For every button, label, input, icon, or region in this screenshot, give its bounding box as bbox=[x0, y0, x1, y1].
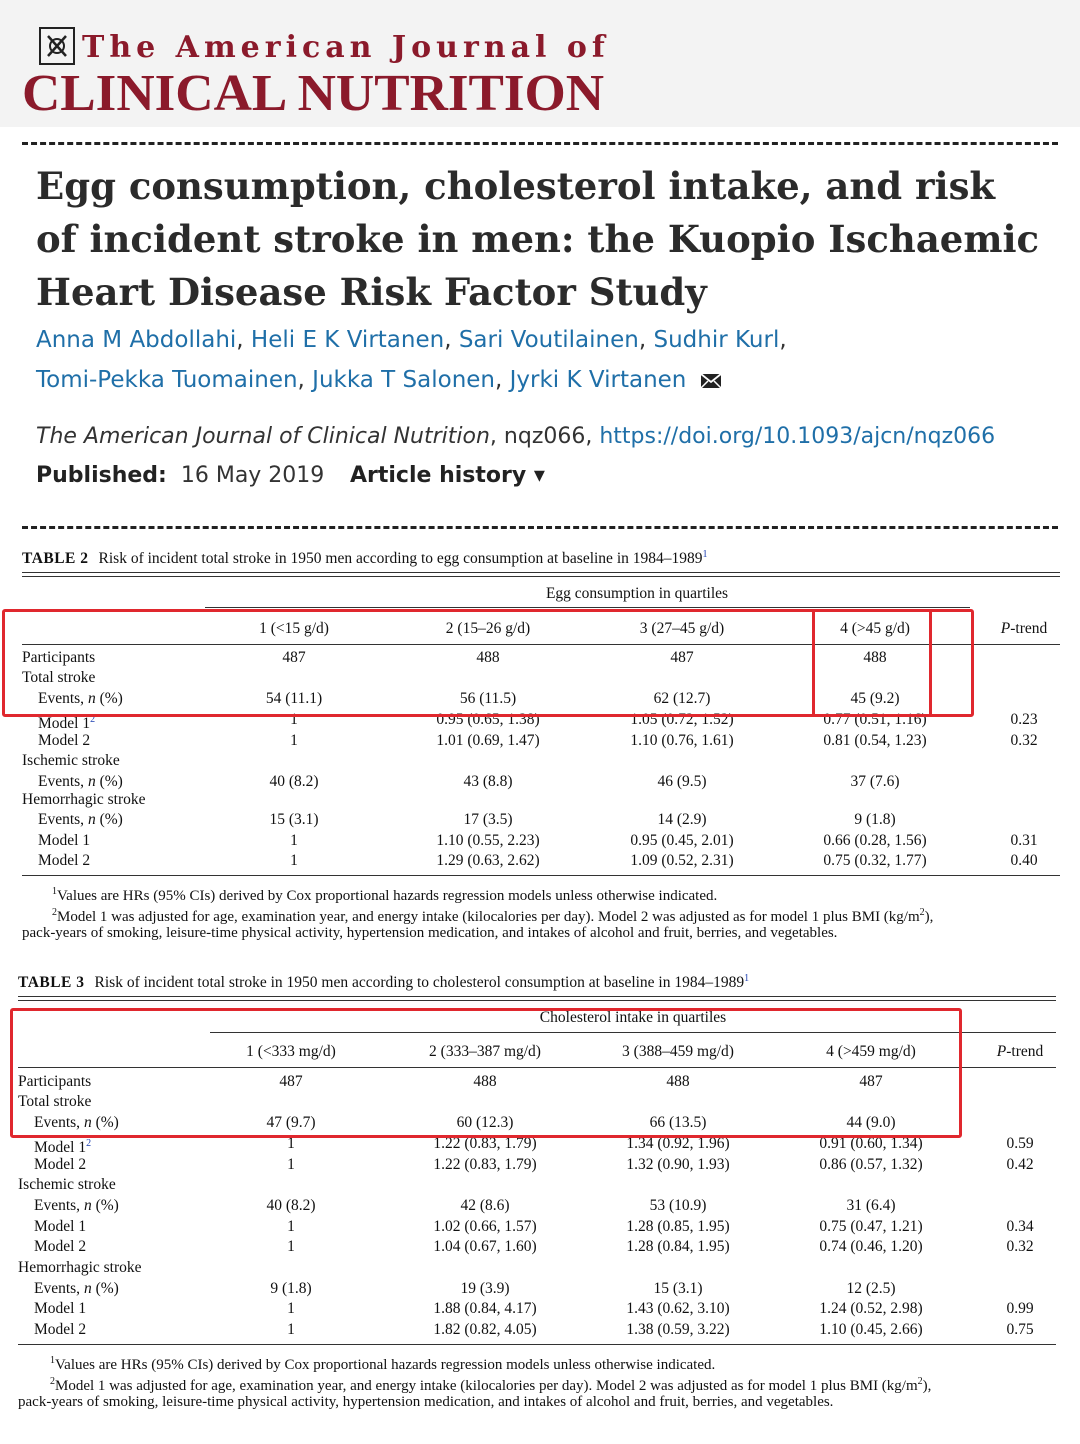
highlight-box bbox=[10, 1008, 962, 1138]
table-cell: 1 bbox=[290, 711, 298, 728]
table3-group-header: Cholesterol intake in quartiles bbox=[539, 1009, 727, 1026]
table-cell: 42 (8.6) bbox=[460, 1197, 510, 1214]
table-cell: 15 (3.1) bbox=[653, 1280, 703, 1297]
table-cell: 0.75 (0.32, 1.77) bbox=[823, 852, 927, 869]
row-label: Events, n (%) bbox=[34, 1114, 119, 1131]
table-cell: 0.81 (0.54, 1.23) bbox=[823, 732, 927, 749]
table-cell: 1.28 (0.84, 1.95) bbox=[626, 1238, 730, 1255]
column-header: 4 (>459 mg/d) bbox=[826, 1043, 916, 1060]
table-cell: 14 (2.9) bbox=[657, 811, 707, 828]
doi-link[interactable]: https://doi.org/10.1093/ajcn/nqz066 bbox=[599, 424, 996, 449]
table-cell: 1 bbox=[290, 732, 298, 749]
row-label: Events, n (%) bbox=[38, 811, 123, 828]
footnote-marker: 2 bbox=[86, 1138, 92, 1149]
table-cell: 46 (9.5) bbox=[657, 773, 707, 790]
table2-footnote1: $^1$Values are HRs (95% CIs) derived by Cox proportional hazards regression models unless otherwise indicated. bbox=[52, 886, 718, 904]
table3-caption: TABLE 3 Risk of incident total stroke in 1950 men according to cholesterol consumption at baseline in 1984–1989$^1$ bbox=[18, 973, 750, 992]
table-cell: 40 (8.2) bbox=[269, 773, 319, 790]
table-cell: 0.66 (0.28, 1.56) bbox=[823, 832, 927, 849]
p-trend-cell: 0.32 bbox=[1010, 732, 1038, 749]
column-header: 2 (333–387 mg/d) bbox=[429, 1043, 541, 1060]
table3-footnote2-cont: pack-years of smoking, leisure-time physical activity, hypertension medication, and intakes of alcohol and fruit, berries, and vegetables. bbox=[18, 1394, 834, 1410]
row-label: Participants bbox=[18, 1073, 92, 1090]
table-cell: 487 bbox=[859, 1073, 883, 1090]
table-cell: 1.22 (0.83, 1.79) bbox=[433, 1135, 537, 1152]
table-cell: 488 bbox=[476, 649, 500, 666]
row-label: Model 1 bbox=[38, 832, 91, 849]
table-cell: 1.05 (0.72, 1.52) bbox=[630, 711, 734, 728]
row-label: Model $1^2$ bbox=[38, 714, 96, 733]
row-label: Model 2 bbox=[34, 1238, 87, 1255]
row-label: Model 1 bbox=[34, 1300, 87, 1317]
row-label: Participants bbox=[22, 649, 96, 666]
table-cell: 1.10 (0.45, 2.66) bbox=[819, 1321, 923, 1338]
row-label: Events, n (%) bbox=[34, 1280, 119, 1297]
column-header: 4 (>45 g/d) bbox=[840, 620, 910, 637]
table-cell: 0.95 (0.45, 2.01) bbox=[630, 832, 734, 849]
table-cell: 1 bbox=[287, 1218, 295, 1235]
divider bbox=[22, 526, 1058, 529]
table2-caption: TABLE 2 Risk of incident total stroke in 1950 men according to egg consumption at baseline in 1984–1989$^1$ bbox=[22, 549, 708, 568]
table-cell: 1.28 (0.85, 1.95) bbox=[626, 1218, 730, 1235]
table-cell: 487 bbox=[279, 1073, 303, 1090]
table2-group-header: Egg consumption in quartiles bbox=[545, 585, 729, 602]
table-cell: 37 (7.6) bbox=[850, 773, 900, 790]
table-cell: 487 bbox=[670, 649, 694, 666]
table-cell: 15 (3.1) bbox=[269, 811, 319, 828]
table-cell: 12 (2.5) bbox=[846, 1280, 896, 1297]
row-label: Hemorrhagic stroke bbox=[18, 1259, 142, 1276]
journal-seal-icon bbox=[38, 26, 76, 66]
row-label: Model 2 bbox=[38, 852, 91, 869]
published-info bbox=[36, 463, 324, 488]
table-cell: 1.38 (0.59, 3.22) bbox=[626, 1321, 730, 1338]
table-cell: 0.86 (0.57, 1.32) bbox=[819, 1156, 923, 1173]
divider bbox=[22, 142, 1058, 145]
author-link[interactable]: Jyrki K Virtanen bbox=[509, 367, 687, 393]
table-cell: 1.01 (0.69, 1.47) bbox=[436, 732, 540, 749]
table-cell: 1.10 (0.55, 2.23) bbox=[436, 832, 540, 849]
column-header: 1 (<333 mg/d) bbox=[246, 1043, 336, 1060]
highlight-box bbox=[812, 609, 932, 717]
table-cell: 488 bbox=[863, 649, 887, 666]
article-title: Egg consumption, cholesterol intake, and risk of incident stroke in men: the Kuopio Ischaemic Heart Disease Risk Factor Study bbox=[36, 164, 1040, 314]
table-cell: 44 (9.0) bbox=[846, 1114, 896, 1131]
table-rule bbox=[22, 875, 1060, 876]
author-link[interactable]: Anna M Abdollahi bbox=[36, 327, 237, 353]
table2-footnote2: $^2$Model 1 was adjusted for age, examination year, and energy intake (kilocalories per day). Model 2 was adjusted as for model 1 plus BMI $(kg/m^2)$, bbox=[52, 907, 934, 925]
table-cell: 487 bbox=[282, 649, 306, 666]
row-label: Events, n (%) bbox=[34, 1197, 119, 1214]
p-trend-cell: 0.59 bbox=[1006, 1135, 1034, 1152]
table-cell: 488 bbox=[473, 1073, 497, 1090]
table-rule bbox=[18, 1344, 1056, 1345]
table-cell: 1.32 (0.90, 1.93) bbox=[626, 1156, 730, 1173]
row-label: Model 2 bbox=[34, 1321, 87, 1338]
column-header: 2 (15–26 g/d) bbox=[445, 620, 531, 637]
footnote-marker: 2 bbox=[90, 714, 96, 725]
author-link[interactable]: Jukka T Salonen bbox=[312, 367, 495, 393]
table-cell: 54 (11.1) bbox=[265, 690, 323, 707]
p-trend-cell: 0.75 bbox=[1006, 1321, 1034, 1338]
table-cell: 1.34 (0.92, 1.96) bbox=[626, 1135, 730, 1152]
published-date: 16 May 2019 bbox=[180, 463, 325, 488]
author-link[interactable]: Heli E K Virtanen bbox=[250, 327, 445, 353]
author-link[interactable]: Tomi-Pekka Tuomainen bbox=[36, 367, 298, 393]
column-header-p-trend: P-trend bbox=[1000, 620, 1048, 637]
table-rule bbox=[22, 572, 1060, 573]
row-label: Total stroke bbox=[18, 1093, 92, 1110]
table-cell: 1 bbox=[290, 852, 298, 869]
table-cell: 1.02 (0.66, 1.57) bbox=[433, 1218, 537, 1235]
table-rule bbox=[22, 576, 1060, 577]
table-cell: 488 bbox=[666, 1073, 690, 1090]
table-cell: 1.43 (0.62, 3.10) bbox=[626, 1300, 730, 1317]
table-rule bbox=[18, 1000, 1056, 1001]
row-label: Model 2 bbox=[34, 1156, 87, 1173]
table-cell: 1 bbox=[287, 1238, 295, 1255]
table-cell: 56 (11.5) bbox=[459, 690, 517, 707]
table-cell: 0.91 (0.60, 1.34) bbox=[819, 1135, 923, 1152]
authors-line2: Tomi-Pekka Tuomainen, Jukka T Salonen, Jyrki K Virtanen bbox=[36, 367, 1036, 393]
row-label: Ischemic stroke bbox=[22, 752, 120, 769]
table-cell: 66 (13.5) bbox=[649, 1114, 707, 1131]
table-cell: 1.04 (0.67, 1.60) bbox=[433, 1238, 537, 1255]
table-cell: 17 (3.5) bbox=[463, 811, 513, 828]
row-label: Hemorrhagic stroke bbox=[22, 791, 146, 808]
table3-label: TABLE 3 bbox=[18, 974, 85, 992]
table-cell: 1 bbox=[287, 1321, 295, 1338]
table-cell: 43 (8.8) bbox=[463, 773, 513, 790]
citation-journal: The American Journal of Clinical Nutrition bbox=[36, 424, 490, 449]
table-cell: 0.75 (0.47, 1.21) bbox=[819, 1218, 923, 1235]
table-rule bbox=[18, 996, 1056, 997]
table-cell: 1.88 (0.84, 4.17) bbox=[433, 1300, 537, 1317]
row-label: Ischemic stroke bbox=[18, 1176, 116, 1193]
row-label: Total stroke bbox=[22, 669, 96, 686]
table-cell: 1 bbox=[287, 1156, 295, 1173]
p-trend-cell: 0.23 bbox=[1010, 711, 1038, 728]
author-link[interactable]: Sudhir Kurl bbox=[653, 327, 780, 353]
citation bbox=[36, 424, 995, 449]
row-label: Model 2 bbox=[38, 732, 91, 749]
row-label: Model 1 bbox=[34, 1218, 87, 1235]
citation-id: , nqz066, bbox=[489, 424, 600, 449]
table3-footnote1: $^1$Values are HRs (95% CIs) derived by Cox proportional hazards regression models unless otherwise indicated. bbox=[50, 1355, 716, 1373]
p-trend-cell: 0.40 bbox=[1010, 852, 1038, 869]
column-header: 1 (<15 g/d) bbox=[259, 620, 329, 637]
p-trend-cell: 0.34 bbox=[1006, 1218, 1034, 1235]
row-label: Events, n (%) bbox=[38, 690, 123, 707]
table-cell: 31 (6.4) bbox=[846, 1197, 896, 1214]
table-rule bbox=[205, 607, 970, 608]
table-cell: 45 (9.2) bbox=[850, 690, 900, 707]
table-cell: 0.74 (0.46, 1.20) bbox=[819, 1238, 923, 1255]
table-cell: 0.95 (0.65, 1.38) bbox=[436, 711, 540, 728]
table-cell: 1.10 (0.76, 1.61) bbox=[630, 732, 734, 749]
table-cell: 1.09 (0.52, 2.31) bbox=[630, 852, 734, 869]
article-history-toggle[interactable]: Article history ▾ bbox=[350, 463, 545, 488]
table-cell: 53 (10.9) bbox=[649, 1197, 707, 1214]
table-cell: 1 bbox=[287, 1300, 295, 1317]
table-cell: 1.29 (0.63, 2.62) bbox=[436, 852, 540, 869]
column-header: 3 (27–45 g/d) bbox=[639, 620, 725, 637]
table-cell: 9 (1.8) bbox=[270, 1280, 312, 1297]
journal-title-line2: CLINICAL NUTRITION bbox=[22, 65, 605, 122]
table-cell: 62 (12.7) bbox=[653, 690, 711, 707]
p-trend-cell: 0.32 bbox=[1006, 1238, 1034, 1255]
table-cell: 1 bbox=[290, 832, 298, 849]
table-cell: 1.22 (0.83, 1.79) bbox=[433, 1156, 537, 1173]
table-cell: 9 (1.8) bbox=[854, 811, 896, 828]
table3-footnote2: $^2$Model 1 was adjusted for age, examination year, and energy intake (kilocalories per day). Model 2 was adjusted as for model 1 plus BMI $(kg/m^2)$, bbox=[50, 1376, 932, 1394]
column-header-p-trend: P-trend bbox=[996, 1043, 1044, 1060]
table-cell: 60 (12.3) bbox=[456, 1114, 514, 1131]
table-cell: 1.24 (0.52, 2.98) bbox=[819, 1300, 923, 1317]
table-cell: 47 (9.7) bbox=[266, 1114, 316, 1131]
author-link[interactable]: Sari Voutilainen bbox=[458, 327, 639, 353]
authors-line1: Anna M Abdollahi, Heli E K Virtanen, Sari Voutilainen, Sudhir Kurl, bbox=[36, 327, 787, 353]
p-trend-cell: 0.31 bbox=[1010, 832, 1038, 849]
table2-footnote2-cont: pack-years of smoking, leisure-time physical activity, hypertension medication, and intakes of alcohol and fruit, berries, and vegetables. bbox=[22, 925, 838, 941]
p-trend-cell: 0.42 bbox=[1006, 1156, 1034, 1173]
email-icon[interactable] bbox=[700, 373, 722, 389]
row-label: Model $1^2$ bbox=[34, 1138, 92, 1157]
table-cell: 40 (8.2) bbox=[266, 1197, 316, 1214]
table-cell: 1.82 (0.82, 4.05) bbox=[433, 1321, 537, 1338]
column-header: 3 (388–459 mg/d) bbox=[622, 1043, 734, 1060]
table-cell: 19 (3.9) bbox=[460, 1280, 510, 1297]
journal-title-line1: The American Journal of bbox=[82, 30, 610, 65]
published-label: Published: bbox=[36, 463, 167, 488]
table-cell: 0.77 (0.51, 1.16) bbox=[823, 711, 927, 728]
journal-banner bbox=[0, 0, 1080, 127]
row-label: Events, n (%) bbox=[38, 773, 123, 790]
table2-label: TABLE 2 bbox=[22, 550, 89, 568]
p-trend-cell: 0.99 bbox=[1006, 1300, 1034, 1317]
table-cell: 1 bbox=[287, 1135, 295, 1152]
